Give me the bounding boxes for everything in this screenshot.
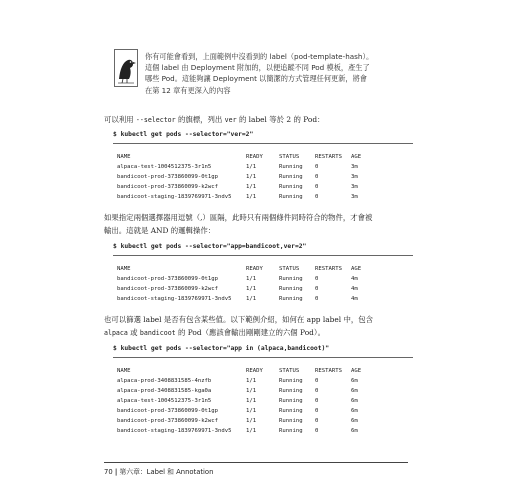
- text: 的旗標，列出: [175, 115, 225, 124]
- cell: bandicoot-staging-1839769971-3ndv5: [117, 428, 232, 434]
- table-row: [113, 386, 413, 396]
- cell: 4m: [351, 276, 358, 282]
- table-row: [113, 182, 413, 192]
- cell: 0: [315, 276, 319, 282]
- cell: alpaca-prod-3408831585-kga0a: [117, 388, 212, 394]
- cell: 6m: [351, 398, 358, 404]
- cell: 0: [315, 398, 319, 404]
- command-line: $ kubectl get pods --selector="app=bandicoot,ver=2": [113, 243, 307, 250]
- command-line: $ kubectl get pods --selector="app in (alpaca,bandicoot)": [113, 345, 330, 352]
- cell: 1/1: [246, 174, 257, 180]
- cell: bandicoot-prod-373860099-k2wcf: [117, 286, 219, 292]
- cell: 0: [315, 408, 319, 414]
- command-line: $ kubectl get pods --selector="ver=2": [113, 131, 254, 138]
- chapter-title: 第六章：Label 和 Annotation: [119, 468, 214, 476]
- cell: 3m: [351, 174, 358, 180]
- cell: 1/1: [246, 286, 257, 292]
- cell: bandicoot-prod-373860099-0t1gp: [117, 276, 219, 282]
- column-header: AGE: [351, 266, 362, 272]
- cell: 6m: [351, 428, 358, 434]
- table-row: [113, 396, 413, 406]
- note-line: 你有可能會看到，上面範例中沒看到的 label（pod-template-hash）。: [145, 52, 374, 61]
- code-block: [113, 344, 413, 436]
- cell: alpaca-test-1004512375-3r1n5: [117, 164, 212, 170]
- output-table: [113, 366, 413, 436]
- cell: 3m: [351, 164, 358, 170]
- note-line: 哪些 Pod。這能夠讓 Deployment 以簡潔的方式管理任何更新，將會: [145, 74, 367, 84]
- table-row: [113, 406, 413, 416]
- cell: alpaca-prod-3408831585-4nzfb: [117, 378, 212, 384]
- table-row: [113, 274, 413, 284]
- bird-icon: [114, 49, 138, 87]
- column-header: STATUS: [279, 154, 300, 160]
- table-header: [113, 366, 413, 376]
- table-header: [113, 264, 413, 274]
- cell: 1/1: [246, 398, 257, 404]
- column-header: RESTARTS: [315, 154, 342, 160]
- cell: Running: [279, 296, 303, 302]
- column-header: STATUS: [279, 368, 300, 374]
- cell: 0: [315, 428, 319, 434]
- cell: 4m: [351, 286, 358, 292]
- text-line: 如果指定兩個選擇器用逗號（,）區隔，此時只有兩個條件同時符合的物件，才會被: [104, 213, 373, 222]
- cell: 1/1: [246, 276, 257, 282]
- cell: 1/1: [246, 378, 257, 384]
- cell: bandicoot-prod-373860099-0t1gp: [117, 408, 219, 414]
- column-header: RESTARTS: [315, 266, 342, 272]
- column-header: NAME: [117, 266, 131, 272]
- cell: 0: [315, 194, 319, 200]
- cell: 0: [315, 296, 319, 302]
- cell: 0: [315, 164, 319, 170]
- cell: Running: [279, 174, 303, 180]
- cell: 4m: [351, 296, 358, 302]
- cell: Running: [279, 378, 303, 384]
- cell: 6m: [351, 388, 358, 394]
- table-row: [113, 162, 413, 172]
- table-row: [113, 284, 413, 294]
- cell: 0: [315, 184, 319, 190]
- cell: bandicoot-staging-1839769971-3ndv5: [117, 194, 232, 200]
- code-block: [113, 130, 413, 202]
- divider: [113, 357, 413, 358]
- column-header: AGE: [351, 368, 362, 374]
- divider: [113, 143, 413, 144]
- table-row: [113, 192, 413, 202]
- cell: Running: [279, 388, 303, 394]
- text: 的 Pod（應該會輸出剛剛建立的六個 Pod）。: [175, 328, 325, 337]
- text: 或: [127, 328, 140, 337]
- footer-separator: |: [114, 468, 118, 476]
- cell: 1/1: [246, 164, 257, 170]
- cell: bandicoot-prod-373860099-0t1gp: [117, 174, 219, 180]
- cell: Running: [279, 408, 303, 414]
- column-header: RESTARTS: [315, 368, 342, 374]
- page-footer: [104, 462, 408, 476]
- cell: 0: [315, 378, 319, 384]
- column-header: READY: [246, 266, 263, 272]
- table-row: [113, 172, 413, 182]
- paragraph: [104, 313, 414, 340]
- table-row: [113, 426, 413, 436]
- cell: 1/1: [246, 388, 257, 394]
- cell: Running: [279, 164, 303, 170]
- cell: 0: [315, 418, 319, 424]
- cell: 3m: [351, 184, 358, 190]
- note-line: 這個 label 由 Deployment 附加的，以便追蹤不同 Pod 模板，產生了: [145, 63, 370, 73]
- column-header: STATUS: [279, 266, 300, 272]
- inline-code: ver: [224, 116, 237, 124]
- note-text: [145, 51, 395, 96]
- cell: Running: [279, 194, 303, 200]
- table-row: [113, 376, 413, 386]
- cell: bandicoot-prod-373860099-k2wcf: [117, 418, 219, 424]
- column-header: READY: [246, 368, 263, 374]
- cell: 1/1: [246, 184, 257, 190]
- output-table: [113, 152, 413, 202]
- inline-code: alpaca: [104, 329, 128, 337]
- cell: 1/1: [246, 418, 257, 424]
- column-header: NAME: [117, 154, 131, 160]
- cell: bandicoot-staging-1839769971-3ndv5: [117, 296, 232, 302]
- code-block: [113, 242, 413, 304]
- cell: 6m: [351, 378, 358, 384]
- cell: 6m: [351, 418, 358, 424]
- cell: 6m: [351, 408, 358, 414]
- output-table: [113, 264, 413, 304]
- cell: 1/1: [246, 194, 257, 200]
- footer-divider: [104, 462, 408, 463]
- cell: alpaca-test-1004512375-3r1n5: [117, 398, 212, 404]
- cell: Running: [279, 184, 303, 190]
- inline-code: --selector: [135, 116, 176, 124]
- cell: Running: [279, 398, 303, 404]
- note-line: 在第 12 章有更深入的內容: [145, 85, 231, 95]
- paragraph: [104, 211, 414, 237]
- cell: 0: [315, 174, 319, 180]
- inline-code: bandicoot: [139, 329, 176, 337]
- cell: Running: [279, 286, 303, 292]
- cell: 1/1: [246, 428, 257, 434]
- cell: 1/1: [246, 408, 257, 414]
- note-box: [114, 49, 394, 101]
- table-header: [113, 152, 413, 162]
- cell: Running: [279, 418, 303, 424]
- cell: 0: [315, 388, 319, 394]
- divider: [113, 255, 413, 256]
- table-row: [113, 416, 413, 426]
- column-header: NAME: [117, 368, 131, 374]
- cell: Running: [279, 428, 303, 434]
- text: 的 label 等於 2 的 Pod：: [236, 115, 325, 124]
- cell: 0: [315, 286, 319, 292]
- cell: 1/1: [246, 296, 257, 302]
- column-header: READY: [246, 154, 263, 160]
- cell: bandicoot-prod-373860099-k2wcf: [117, 184, 219, 190]
- column-header: AGE: [351, 154, 362, 160]
- footer-text: [104, 466, 408, 476]
- table-row: [113, 294, 413, 304]
- text-line: 也可以篩選 label 是否有包含某些值。以下範例介紹，如何在 app label 中，包含: [104, 315, 374, 324]
- cell: 3m: [351, 194, 358, 200]
- page-number: 70: [104, 468, 113, 476]
- text: 可以利用: [104, 115, 136, 124]
- cell: Running: [279, 276, 303, 282]
- paragraph: [104, 113, 414, 127]
- text-line: 輸出。這就是 AND 的邏輯操作：: [104, 226, 216, 235]
